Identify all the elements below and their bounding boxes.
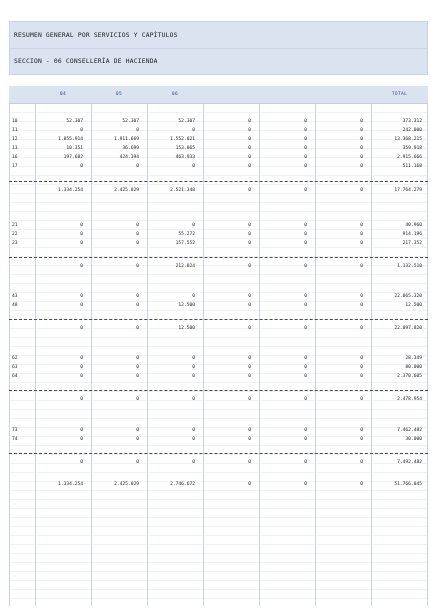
- table-row: [9, 153, 428, 162]
- total-cell: 28.349: [405, 356, 422, 361]
- amount-cell: 0: [136, 397, 139, 402]
- table-row: [9, 435, 428, 444]
- total-cell: 40.960: [405, 223, 422, 228]
- row-rule: [9, 274, 428, 275]
- amount-cell: 0: [136, 437, 139, 442]
- amount-cell: 0: [192, 397, 195, 402]
- amount-cell: 0: [304, 437, 307, 442]
- amount-cell: 2.521.348: [170, 188, 195, 193]
- chapter-code: 22: [12, 232, 18, 237]
- amount-cell: 0: [80, 264, 83, 269]
- amount-cell: 0: [304, 374, 307, 379]
- chapter-code: 16: [12, 155, 18, 160]
- subtotal-separator: [9, 453, 428, 454]
- column-header-1: [35, 86, 91, 104]
- amount-cell: 0: [304, 223, 307, 228]
- amount-cell: 0: [80, 128, 83, 133]
- amount-cell: 1.911.669: [114, 137, 139, 142]
- chapter-code: 63: [12, 365, 18, 370]
- chapter-code: 62: [12, 356, 18, 361]
- table-row: [9, 135, 428, 144]
- amount-cell: 0: [304, 428, 307, 433]
- amount-cell: 55.272: [178, 232, 195, 237]
- total-cell: 373.312: [402, 119, 422, 124]
- table-row: [9, 221, 428, 230]
- total-cell: 7.492.482: [397, 460, 422, 465]
- summary-table: [9, 86, 428, 606]
- amount-cell: 0: [360, 188, 363, 193]
- amount-cell: 0: [360, 232, 363, 237]
- amount-cell: 0: [248, 188, 251, 193]
- table-row: [9, 162, 428, 171]
- table-row: [9, 144, 428, 153]
- amount-cell: 0: [304, 241, 307, 246]
- report-title: RESUMEN GENERAL POR SERVICIOS Y CAPÍTULOS: [9, 21, 428, 49]
- amount-cell: 0: [304, 326, 307, 331]
- row-rule: [9, 517, 428, 518]
- amount-cell: 12.500: [178, 303, 195, 308]
- amount-cell: 0: [80, 303, 83, 308]
- row-rule: [9, 544, 428, 545]
- column-header-7: [371, 86, 428, 104]
- amount-cell: 0: [304, 294, 307, 299]
- amount-cell: 0: [80, 374, 83, 379]
- amount-cell: 424.394: [119, 155, 139, 160]
- amount-cell: 0: [248, 397, 251, 402]
- amount-cell: 0: [136, 303, 139, 308]
- amount-cell: 0: [248, 356, 251, 361]
- row-rule: [9, 598, 428, 599]
- table-row: [9, 426, 428, 435]
- total-cell: 22.065.320: [394, 294, 422, 299]
- subtotal-row: [9, 262, 428, 271]
- amount-cell: 0: [248, 437, 251, 442]
- amount-cell: 0: [248, 164, 251, 169]
- table-row: [9, 354, 428, 363]
- row-rule: [9, 346, 428, 347]
- amount-cell: 0: [136, 428, 139, 433]
- amount-cell: 0: [360, 460, 363, 465]
- amount-cell: 12.500: [178, 326, 195, 331]
- amount-cell: 0: [304, 460, 307, 465]
- total-cell: 2.370.605: [397, 374, 422, 379]
- chapter-code: 64: [12, 374, 18, 379]
- amount-cell: 0: [80, 460, 83, 465]
- amount-cell: 0: [192, 460, 195, 465]
- amount-cell: 212.824: [175, 264, 195, 269]
- amount-cell: 2.425.029: [114, 188, 139, 193]
- column-header-5: [259, 86, 315, 104]
- amount-cell: 0: [304, 155, 307, 160]
- table-row: [9, 292, 428, 301]
- row-rule: [9, 283, 428, 284]
- amount-cell: 0: [136, 356, 139, 361]
- amount-cell: 0: [248, 128, 251, 133]
- amount-cell: 52.307: [66, 119, 83, 124]
- column-header-6: [315, 86, 371, 104]
- total-cell: 80.000: [405, 365, 422, 370]
- chapter-code: 10: [12, 119, 18, 124]
- amount-cell: 0: [248, 241, 251, 246]
- subtotal-row: [9, 186, 428, 195]
- chapter-code: 43: [12, 294, 18, 299]
- subtotal-row: [9, 395, 428, 404]
- subtotal-separator: [9, 319, 428, 320]
- row-rule: [9, 526, 428, 527]
- amount-cell: 0: [136, 294, 139, 299]
- amount-cell: 0: [136, 365, 139, 370]
- amount-cell: 0: [248, 326, 251, 331]
- amount-cell: 0: [136, 232, 139, 237]
- row-rule: [9, 589, 428, 590]
- amount-cell: 0: [248, 294, 251, 299]
- table-row: [9, 301, 428, 310]
- amount-cell: 0: [192, 356, 195, 361]
- amount-cell: 0: [360, 294, 363, 299]
- chapter-code: 73: [12, 428, 18, 433]
- amount-cell: 0: [80, 356, 83, 361]
- column-header-label: 04: [59, 92, 67, 97]
- amount-cell: 0: [304, 188, 307, 193]
- total-cell: 1.132.510: [397, 264, 422, 269]
- total-cell: 242.000: [402, 128, 422, 133]
- amount-cell: 0: [360, 223, 363, 228]
- amount-cell: 0: [192, 223, 195, 228]
- table-row: [9, 117, 428, 126]
- row-rule: [9, 499, 428, 500]
- chapter-code: 21: [12, 223, 18, 228]
- amount-cell: 0: [360, 482, 363, 487]
- row-rule: [9, 535, 428, 536]
- amount-cell: 0: [248, 232, 251, 237]
- row-rule: [9, 472, 428, 473]
- amount-cell: 2.425.029: [114, 482, 139, 487]
- amount-cell: 0: [304, 303, 307, 308]
- row-rule: [9, 418, 428, 419]
- amount-cell: 52.307: [178, 119, 195, 124]
- amount-cell: 0: [192, 374, 195, 379]
- amount-cell: 0: [136, 264, 139, 269]
- amount-cell: 0: [192, 428, 195, 433]
- row-rule: [9, 202, 428, 203]
- total-cell: 217.352: [402, 241, 422, 246]
- row-rule: [9, 310, 428, 311]
- amount-cell: 0: [136, 223, 139, 228]
- row-rule: [9, 553, 428, 554]
- row-rule: [9, 571, 428, 572]
- total-cell: 7.462.482: [397, 428, 422, 433]
- chapter-code: 11: [12, 128, 18, 133]
- amount-cell: 0: [80, 365, 83, 370]
- total-cell: 12.500: [405, 303, 422, 308]
- column-header-label: 05: [115, 92, 123, 97]
- table-row: [9, 230, 428, 239]
- chapter-code: 13: [12, 146, 18, 151]
- amount-cell: 0: [360, 326, 363, 331]
- amount-cell: 0: [304, 164, 307, 169]
- amount-cell: 0: [360, 264, 363, 269]
- amount-cell: 157.552: [175, 241, 195, 246]
- row-rule: [9, 562, 428, 563]
- subtotal-separator: [9, 390, 428, 391]
- amount-cell: 0: [360, 397, 363, 402]
- amount-cell: 1.334.254: [58, 188, 83, 193]
- chapter-code: 23: [12, 241, 18, 246]
- amount-cell: 0: [136, 164, 139, 169]
- amount-cell: 0: [192, 164, 195, 169]
- amount-cell: 0: [304, 356, 307, 361]
- chapter-code: 12: [12, 137, 18, 142]
- amount-cell: 0: [304, 397, 307, 402]
- amount-cell: 0: [80, 241, 83, 246]
- amount-cell: 0: [304, 365, 307, 370]
- amount-cell: 52.307: [122, 119, 139, 124]
- row-rule: [9, 211, 428, 212]
- amount-cell: 0: [304, 128, 307, 133]
- subtotal-separator: [9, 257, 428, 258]
- amount-cell: 0: [360, 356, 363, 361]
- amount-cell: 36.699: [122, 146, 139, 151]
- amount-cell: 153.065: [175, 146, 195, 151]
- row-rule: [9, 454, 428, 455]
- row-rule: [9, 580, 428, 581]
- amount-cell: 0: [360, 365, 363, 370]
- amount-cell: 0: [248, 303, 251, 308]
- amount-cell: 0: [136, 128, 139, 133]
- row-rule: [9, 508, 428, 509]
- row-rule: [9, 445, 428, 446]
- amount-cell: 0: [360, 155, 363, 160]
- amount-cell: 0: [136, 241, 139, 246]
- subtotal-row: [9, 324, 428, 333]
- chapter-code: 48: [12, 303, 18, 308]
- amount-cell: 2.746.672: [170, 482, 195, 487]
- subtotal-row: [9, 458, 428, 467]
- table-row: [9, 239, 428, 248]
- total-cell: 51.766.045: [394, 482, 422, 487]
- amount-cell: 0: [136, 326, 139, 331]
- section-title: SECCION - 06 CONSELLERÍA DE HACIENDA: [9, 49, 428, 75]
- total-cell: 359.918: [402, 146, 422, 151]
- amount-cell: 0: [304, 232, 307, 237]
- amount-cell: 0: [304, 137, 307, 142]
- amount-cell: 0: [360, 428, 363, 433]
- amount-cell: 10.351: [66, 146, 83, 151]
- amount-cell: 0: [360, 128, 363, 133]
- amount-cell: 0: [248, 155, 251, 160]
- total-cell: 511.168: [402, 164, 422, 169]
- amount-cell: 197.682: [63, 155, 83, 160]
- amount-cell: 0: [80, 397, 83, 402]
- amount-cell: 0: [80, 437, 83, 442]
- column-header-4: [203, 86, 259, 104]
- column-header-2: [91, 86, 147, 104]
- amount-cell: 0: [304, 119, 307, 124]
- row-rule: [9, 382, 428, 383]
- amount-cell: 0: [248, 119, 251, 124]
- amount-cell: 0: [80, 223, 83, 228]
- subtotal-row: [9, 480, 428, 489]
- amount-cell: 0: [248, 482, 251, 487]
- amount-cell: 0: [360, 374, 363, 379]
- amount-cell: 0: [192, 365, 195, 370]
- table-row: [9, 126, 428, 135]
- amount-cell: 0: [360, 241, 363, 246]
- table-row: [9, 372, 428, 381]
- total-cell: 2.915.666: [397, 155, 422, 160]
- total-cell: 914.196: [402, 232, 422, 237]
- amount-cell: 0: [360, 437, 363, 442]
- amount-cell: 0: [304, 264, 307, 269]
- amount-cell: 0: [304, 482, 307, 487]
- total-cell: 30.000: [405, 437, 422, 442]
- amount-cell: 0: [360, 303, 363, 308]
- amount-cell: 0: [136, 374, 139, 379]
- amount-cell: 0: [80, 294, 83, 299]
- amount-cell: 1.334.254: [58, 482, 83, 487]
- column-header-3: [147, 86, 203, 104]
- subtotal-separator: [9, 181, 428, 182]
- total-cell: 22.097.820: [394, 326, 422, 331]
- total-cell: 17.764.279: [394, 188, 422, 193]
- amount-cell: 0: [248, 264, 251, 269]
- chapter-code: 74: [12, 437, 18, 442]
- row-rule: [9, 184, 428, 185]
- amount-cell: 0: [304, 146, 307, 151]
- amount-cell: 0: [192, 294, 195, 299]
- amount-cell: 0: [360, 164, 363, 169]
- amount-cell: 0: [360, 137, 363, 142]
- amount-cell: 0: [248, 428, 251, 433]
- amount-cell: 463.933: [175, 155, 195, 160]
- row-rule: [9, 391, 428, 392]
- row-rule: [9, 409, 428, 410]
- row-rule: [9, 490, 428, 491]
- amount-cell: 0: [248, 146, 251, 151]
- column-header-label: TOTAL: [391, 92, 408, 97]
- amount-cell: 0: [360, 119, 363, 124]
- amount-cell: 1.552.021: [170, 137, 195, 142]
- amount-cell: 0: [80, 428, 83, 433]
- chapter-code: 17: [12, 164, 18, 169]
- amount-cell: 0: [80, 326, 83, 331]
- amount-cell: 0: [248, 223, 251, 228]
- amount-cell: 0: [192, 437, 195, 442]
- amount-cell: 0: [136, 460, 139, 465]
- column-header-label: 06: [171, 92, 179, 97]
- amount-cell: 0: [192, 128, 195, 133]
- amount-cell: 1.055.914: [58, 137, 83, 142]
- column-header-0: [9, 86, 35, 104]
- amount-cell: 0: [248, 137, 251, 142]
- amount-cell: 0: [80, 164, 83, 169]
- total-cell: 13.368.215: [394, 137, 422, 142]
- amount-cell: 0: [360, 146, 363, 151]
- total-cell: 2.478.954: [397, 397, 422, 402]
- amount-cell: 0: [248, 365, 251, 370]
- row-rule: [9, 112, 428, 113]
- amount-cell: 0: [80, 232, 83, 237]
- row-rule: [9, 175, 428, 176]
- amount-cell: 0: [248, 374, 251, 379]
- amount-cell: 0: [248, 460, 251, 465]
- table-row: [9, 363, 428, 372]
- row-rule: [9, 337, 428, 338]
